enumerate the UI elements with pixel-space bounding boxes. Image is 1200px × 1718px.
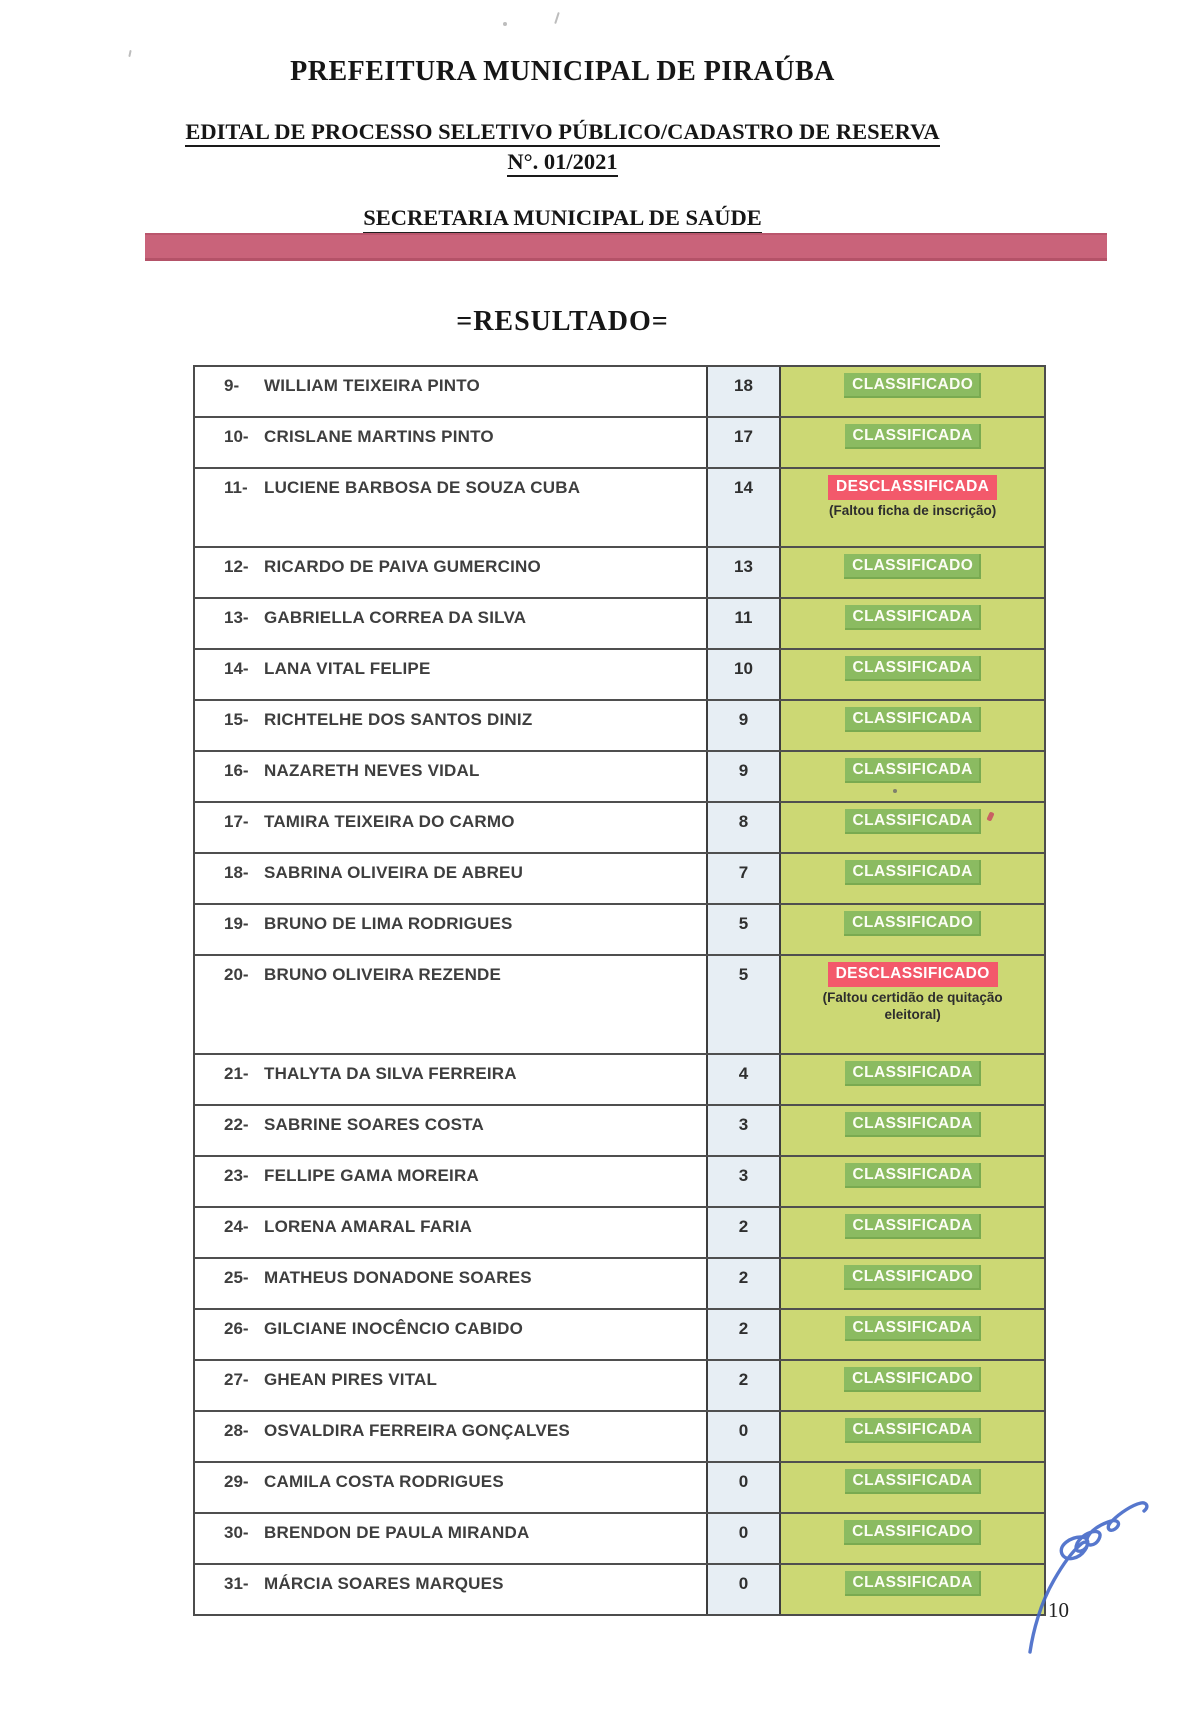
table-row: [195, 701, 1044, 752]
row-name: BRUNO DE LIMA RODRIGUES: [264, 914, 513, 933]
row-score: 0: [706, 1412, 782, 1461]
row-score: 17: [706, 418, 782, 467]
status-badge: CLASSIFICADA: [845, 707, 981, 732]
table-row: [195, 1208, 1044, 1259]
candidate-cell: [195, 548, 706, 597]
row-score: 5: [706, 905, 782, 954]
status-badge: CLASSIFICADO: [844, 1367, 981, 1392]
candidate-cell: [195, 418, 706, 467]
edital-number-text: N°. 01/2021: [507, 149, 617, 177]
table-row: [195, 548, 1044, 599]
row-rank: 24-: [224, 1217, 249, 1236]
pink-divider-bar: [145, 233, 1107, 261]
edital-number: [0, 149, 1125, 175]
row-rank: 18-: [224, 863, 249, 882]
status-cell: [781, 469, 1044, 546]
row-score: 2: [706, 1208, 782, 1257]
row-name: WILLIAM TEIXEIRA PINTO: [264, 376, 480, 395]
table-row: [195, 1259, 1044, 1310]
row-name: GILCIANE INOCÊNCIO CABIDO: [264, 1319, 524, 1338]
row-rank: 12-: [224, 557, 249, 576]
page-number: 10: [1048, 1598, 1069, 1622]
department-heading: [0, 205, 1125, 231]
row-name: NAZARETH NEVES VIDAL: [264, 761, 480, 780]
status-cell: [781, 650, 1044, 699]
status-cell: [781, 854, 1044, 903]
row-rank: 21-: [224, 1064, 249, 1083]
status-cell: [781, 1106, 1044, 1155]
row-name: BRENDON DE PAULA MIRANDA: [264, 1523, 530, 1542]
status-cell: [781, 367, 1044, 416]
row-name: LORENA AMARAL FARIA: [264, 1217, 473, 1236]
results-table-body: [195, 367, 1044, 1614]
row-score: 7: [706, 854, 782, 903]
status-cell: [781, 701, 1044, 750]
table-row: [195, 1514, 1044, 1565]
row-rank: 19-: [224, 914, 249, 933]
table-row: [195, 418, 1044, 469]
row-name: LUCIENE BARBOSA DE SOUZA CUBA: [264, 478, 581, 497]
status-badge: CLASSIFICADA: [845, 1469, 981, 1494]
row-score: 2: [706, 1361, 782, 1410]
table-row: [195, 1412, 1044, 1463]
candidate-cell: [195, 650, 706, 699]
row-name: MÁRCIA SOARES MARQUES: [264, 1574, 504, 1593]
table-row: [195, 803, 1044, 854]
status-cell: [781, 1259, 1044, 1308]
status-cell: [781, 905, 1044, 954]
candidate-cell: [195, 1310, 706, 1359]
row-rank: 29-: [224, 1472, 249, 1491]
candidate-cell: [195, 1361, 706, 1410]
status-badge: CLASSIFICADA: [845, 758, 981, 783]
status-cell: [781, 599, 1044, 648]
edital-heading: [0, 119, 1125, 145]
row-rank: 23-: [224, 1166, 249, 1185]
table-row: [195, 1055, 1044, 1106]
row-name: LANA VITAL FELIPE: [264, 659, 431, 678]
row-rank: 13-: [224, 608, 249, 627]
status-badge: CLASSIFICADA: [845, 1163, 981, 1188]
row-rank: 26-: [224, 1319, 249, 1338]
scan-speck-icon: [503, 22, 507, 26]
status-cell: [781, 1412, 1044, 1461]
candidate-cell: [195, 854, 706, 903]
status-badge: CLASSIFICADO: [844, 1520, 981, 1545]
row-name: BRUNO OLIVEIRA REZENDE: [264, 965, 502, 984]
candidate-cell: [195, 1055, 706, 1104]
row-rank: 15-: [224, 710, 249, 729]
row-rank: 9-: [224, 376, 240, 395]
row-rank: 10-: [224, 427, 249, 446]
candidate-cell: [195, 1565, 706, 1614]
candidate-cell: [195, 367, 706, 416]
department-heading-text: SECRETARIA MUNICIPAL DE SAÚDE: [363, 205, 762, 235]
table-row: [195, 1463, 1044, 1514]
table-row: [195, 905, 1044, 956]
status-badge: CLASSIFICADO: [844, 911, 981, 936]
row-score: 9: [706, 701, 782, 750]
row-name: OSVALDIRA FERREIRA GONÇALVES: [264, 1421, 570, 1440]
row-name: FELLIPE GAMA MOREIRA: [264, 1166, 479, 1185]
status-badge: CLASSIFICADA: [845, 1061, 981, 1086]
row-rank: 28-: [224, 1421, 249, 1440]
row-score: 5: [706, 956, 782, 1053]
row-name: TAMIRA TEIXEIRA DO CARMO: [264, 812, 515, 831]
row-score: 4: [706, 1055, 782, 1104]
candidate-cell: [195, 1208, 706, 1257]
row-score: 14: [706, 469, 782, 546]
page-title: PREFEITURA MUNICIPAL DE PIRAÚBA: [290, 56, 835, 87]
table-row: [195, 469, 1044, 548]
table-row: [195, 650, 1044, 701]
row-name: THALYTA DA SILVA FERREIRA: [264, 1064, 517, 1083]
results-table: [193, 365, 1046, 1616]
row-name: GABRIELLA CORREA DA SILVA: [264, 608, 527, 627]
candidate-cell: [195, 905, 706, 954]
status-badge: CLASSIFICADA: [845, 656, 981, 681]
status-cell: [781, 752, 1044, 801]
candidate-cell: [195, 1106, 706, 1155]
table-row: [195, 956, 1044, 1055]
row-rank: 31-: [224, 1574, 249, 1593]
row-rank: 30-: [224, 1523, 249, 1542]
row-score: 2: [706, 1259, 782, 1308]
status-badge: CLASSIFICADO: [844, 1265, 981, 1290]
row-name: RICHTELHE DOS SANTOS DINIZ: [264, 710, 533, 729]
status-cell: [781, 1055, 1044, 1104]
candidate-cell: [195, 752, 706, 801]
row-rank: 27-: [224, 1370, 249, 1389]
candidate-cell: [195, 1412, 706, 1461]
status-cell: [781, 548, 1044, 597]
status-cell: [781, 1361, 1044, 1410]
candidate-cell: [195, 1463, 706, 1512]
candidate-cell: [195, 956, 706, 1053]
status-badge: CLASSIFICADA: [845, 1571, 981, 1596]
candidate-cell: [195, 1157, 706, 1206]
row-score: 3: [706, 1157, 782, 1206]
row-name: CRISLANE MARTINS PINTO: [264, 427, 494, 446]
table-row: [195, 1565, 1044, 1614]
status-cell: [781, 956, 1044, 1053]
row-score: 3: [706, 1106, 782, 1155]
row-score: 9: [706, 752, 782, 801]
row-rank: 20-: [224, 965, 249, 984]
status-cell: [781, 1208, 1044, 1257]
row-name: RICARDO DE PAIVA GUMERCINO: [264, 557, 541, 576]
status-cell: [781, 418, 1044, 467]
row-score: 18: [706, 367, 782, 416]
scan-speck-icon: [893, 789, 897, 793]
row-name: SABRINE SOARES COSTA: [264, 1115, 484, 1134]
row-name: SABRINA OLIVEIRA DE ABREU: [264, 863, 524, 882]
status-badge: DESCLASSIFICADA: [828, 475, 997, 500]
table-row: [195, 1310, 1044, 1361]
table-row: [195, 1106, 1044, 1157]
table-row: [195, 752, 1044, 803]
status-badge: CLASSIFICADA: [845, 1316, 981, 1341]
candidate-cell: [195, 1514, 706, 1563]
row-rank: 14-: [224, 659, 249, 678]
result-section-heading: =RESULTADO=: [456, 306, 669, 337]
status-badge: CLASSIFICADA: [845, 424, 981, 449]
status-badge: CLASSIFICADA: [845, 860, 981, 885]
status-badge: CLASSIFICADA: [845, 605, 981, 630]
table-row: [195, 1157, 1044, 1208]
status-cell: [781, 1157, 1044, 1206]
status-note: (Faltou ficha de inscrição): [829, 503, 997, 518]
table-row: [195, 599, 1044, 650]
handwritten-signature: [1000, 1482, 1170, 1657]
row-name: GHEAN PIRES VITAL: [264, 1370, 438, 1389]
row-rank: 17-: [224, 812, 249, 831]
status-badge: DESCLASSIFICADO: [828, 962, 998, 987]
candidate-cell: [195, 803, 706, 852]
row-rank: 11-: [224, 478, 248, 497]
table-row: [195, 367, 1044, 418]
status-cell: [781, 1310, 1044, 1359]
candidate-cell: [195, 701, 706, 750]
row-rank: 22-: [224, 1115, 249, 1134]
status-badge: CLASSIFICADA: [845, 1214, 981, 1239]
status-badge: CLASSIFICADA: [845, 1418, 981, 1443]
row-rank: 25-: [224, 1268, 249, 1287]
status-badge: CLASSIFICADO: [844, 373, 981, 398]
row-name: CAMILA COSTA RODRIGUES: [264, 1472, 504, 1491]
row-name: MATHEUS DONADONE SOARES: [264, 1268, 532, 1287]
row-score: 0: [706, 1463, 782, 1512]
candidate-cell: [195, 599, 706, 648]
status-badge: CLASSIFICADA: [845, 809, 981, 834]
status-note: (Faltou certidão de quitação eleitoral): [822, 990, 1003, 1022]
edital-heading-text: EDITAL DE PROCESSO SELETIVO PÚBLICO/CADASTRO DE RESERVA: [185, 119, 939, 147]
candidate-cell: [195, 469, 706, 546]
row-score: 13: [706, 548, 782, 597]
status-badge: CLASSIFICADA: [845, 1112, 981, 1137]
row-score: 8: [706, 803, 782, 852]
scan-speck-icon: [554, 12, 560, 24]
row-rank: 16-: [224, 761, 249, 780]
table-row: [195, 1361, 1044, 1412]
row-score: 10: [706, 650, 782, 699]
status-badge: CLASSIFICADO: [844, 554, 981, 579]
candidate-cell: [195, 1259, 706, 1308]
row-score: 2: [706, 1310, 782, 1359]
table-row: [195, 854, 1044, 905]
row-score: 0: [706, 1565, 782, 1614]
row-score: 11: [706, 599, 782, 648]
row-score: 0: [706, 1514, 782, 1563]
status-cell: [781, 803, 1044, 852]
